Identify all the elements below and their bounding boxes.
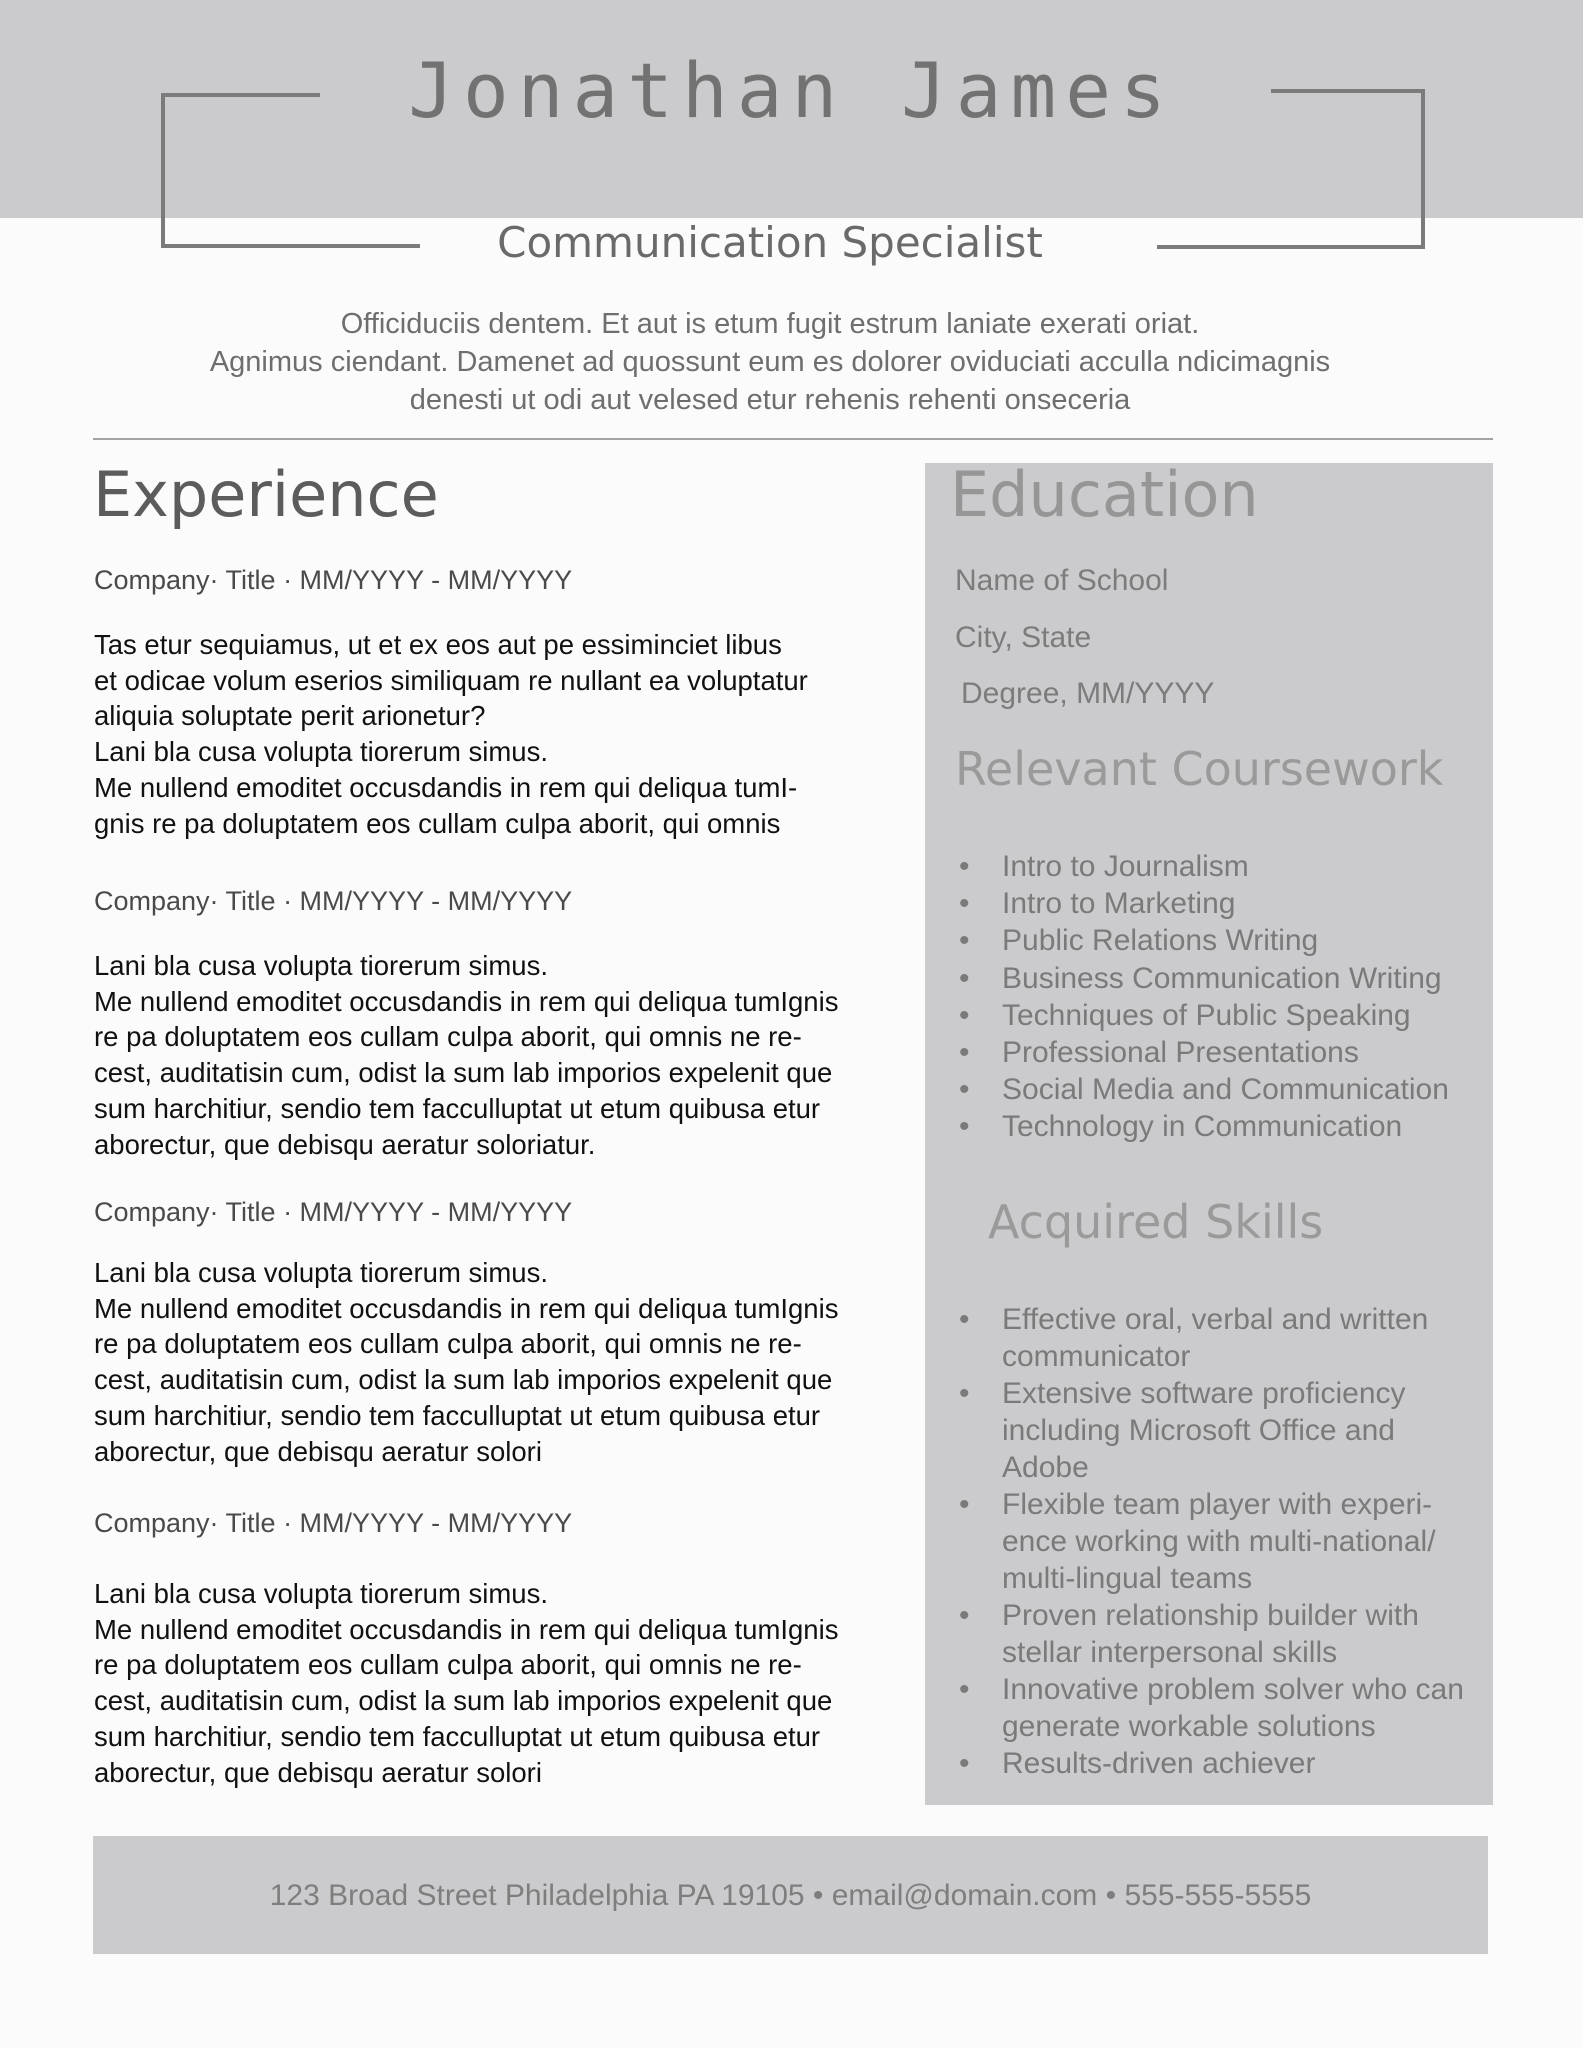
job-description-line: cest, auditatisin cum, odist la sum lab imporios expelenit que <box>94 1364 833 1396</box>
job-description <box>94 948 934 1162</box>
list-item: • Innovative problem solver who can generate workable solutions <box>959 1673 1464 1743</box>
job-description-line: Me nullend emoditet occusdandis in rem qui deliqua tumIgnis <box>94 1292 839 1324</box>
list-item: • Techniques of Public Speaking <box>959 998 1411 1032</box>
list-item: • Intro to Marketing <box>959 887 1236 921</box>
list-item: • Results-driven achiever <box>959 1747 1316 1780</box>
job-description-line: cest, auditatisin cum, odist la sum lab imporios expelenit que <box>94 1685 833 1717</box>
list-item: • Business Communication Writing <box>959 961 1442 995</box>
job-description-line: sum harchitiur, sendio tem facculluptat ut etum quibusa etur <box>94 1399 821 1431</box>
list-item: • Professional Presentations <box>959 1036 1359 1070</box>
list-item: • Technology in Communication <box>959 1110 1403 1144</box>
job-description-line: cest, auditatisin cum, odist la sum lab imporios expelenit que <box>94 1057 833 1089</box>
experience-entry <box>94 1506 934 1790</box>
skills-heading: Acquired Skills <box>988 1195 1324 1249</box>
job-description-line: Lani bla cusa volupta tiorerum simus. <box>94 1257 548 1288</box>
job-description <box>94 627 934 841</box>
education-panel <box>925 458 1493 1805</box>
school-name: Name of School <box>955 564 1169 597</box>
summary <box>150 305 1390 419</box>
skills-list <box>955 1301 1485 1782</box>
list-item: • Social Media and Communication <box>959 1073 1449 1107</box>
job-description <box>94 1255 934 1469</box>
job-description-line: re pa doluptatem eos cullam culpa aborit, qui omnis ne re- <box>94 1649 802 1681</box>
job-description-line: re pa doluptatem eos cullam culpa aborit, qui omnis ne re- <box>94 1328 802 1360</box>
list-item: • Public Relations Writing <box>959 924 1319 958</box>
list-item: • Flexible team player with experi- ence working with multi-national/ multi-lingual teams <box>959 1488 1436 1595</box>
job-meta: Company· Title · MM/YYYY - MM/YYYY <box>94 886 573 916</box>
summary-line: Officiduciis dentem. Et aut is etum fugit estrum laniate exerati oriat. <box>340 308 1200 340</box>
job-meta: Company· Title · MM/YYYY - MM/YYYY <box>94 1508 573 1538</box>
job-description-line: sum harchitiur, sendio tem facculluptat ut etum quibusa etur <box>94 1720 821 1752</box>
divider <box>93 438 1493 440</box>
job-description-line: Me nullend emoditet occusdandis in rem qui deliqua tumIgnis <box>94 985 839 1017</box>
education-heading: Education <box>950 458 1259 531</box>
school-location: City, State <box>955 621 1092 654</box>
experience-entry <box>94 884 934 1162</box>
job-description-line: Lani bla cusa volupta tiorerum simus. <box>94 736 548 768</box>
job-description-line: Lani bla cusa volupta tiorerum simus. <box>94 1578 548 1609</box>
experience-heading: Experience <box>93 458 439 531</box>
list-item: • Proven relationship builder with stellar interpersonal skills <box>959 1599 1419 1669</box>
job-description-line: sum harchitiur, sendio tem facculluptat ut etum quibusa etur <box>94 1092 821 1124</box>
job-description-line: aborectur, que debisqu aeratur solori <box>94 1435 542 1467</box>
job-meta: Company· Title · MM/YYYY - MM/YYYY <box>94 1197 573 1227</box>
job-description-line: re pa doluptatem eos cullam culpa aborit, qui omnis ne re- <box>94 1021 802 1053</box>
contact-info: 123 Broad Street Philadelphia PA 19105 • email@domain.com • 555-555-5555 <box>269 1879 1312 1912</box>
job-meta: Company· Title · MM/YYYY - MM/YYYY <box>94 565 573 595</box>
list-item: • Intro to Journalism <box>959 850 1249 883</box>
candidate-name: Jonathan James <box>408 46 1175 135</box>
experience-entry <box>94 563 934 841</box>
job-description <box>94 1576 934 1790</box>
job-description-line: Me nullend emoditet occusdandis in rem qui deliqua tumI- <box>94 771 798 803</box>
job-description-line: Lani bla cusa volupta tiorerum simus. <box>94 950 548 981</box>
job-title: Communication Specialist <box>497 218 1043 267</box>
list-item: • Effective oral, verbal and written communicator <box>959 1303 1429 1373</box>
job-description-line: gnis re pa doluptatem eos cullam culpa aborit, qui omnis <box>94 807 781 839</box>
job-description-line: aborectur, que debisqu aeratur soloriatur. <box>94 1128 596 1160</box>
job-description-line: aliquia soluptate perit arionetur? <box>94 700 486 732</box>
list-item: • Extensive software proficiency including Microsoft Office and Adobe <box>959 1377 1406 1484</box>
summary-line: denesti ut odi aut velesed etur rehenis rehenti onseceria <box>409 384 1131 416</box>
experience-entry <box>94 1195 934 1469</box>
job-description-line: et odicae volum eserios similiquam re nullant ea voluptatur <box>94 664 808 696</box>
coursework-heading: Relevant Coursework <box>955 742 1444 796</box>
degree: Degree, MM/YYYY <box>961 677 1215 710</box>
summary-line: Agnimus ciendant. Damenet ad quossunt eum es dolorer oviduciati acculla ndicimagnis <box>209 346 1331 378</box>
job-description-line: Me nullend emoditet occusdandis in rem qui deliqua tumIgnis <box>94 1613 839 1645</box>
coursework-list <box>955 848 1485 1146</box>
job-description-line: Tas etur sequiamus, ut et ex eos aut pe essiminciet libus <box>94 629 782 660</box>
contact-footer <box>93 1836 1488 1954</box>
job-description-line: aborectur, que debisqu aeratur solori <box>94 1756 542 1788</box>
